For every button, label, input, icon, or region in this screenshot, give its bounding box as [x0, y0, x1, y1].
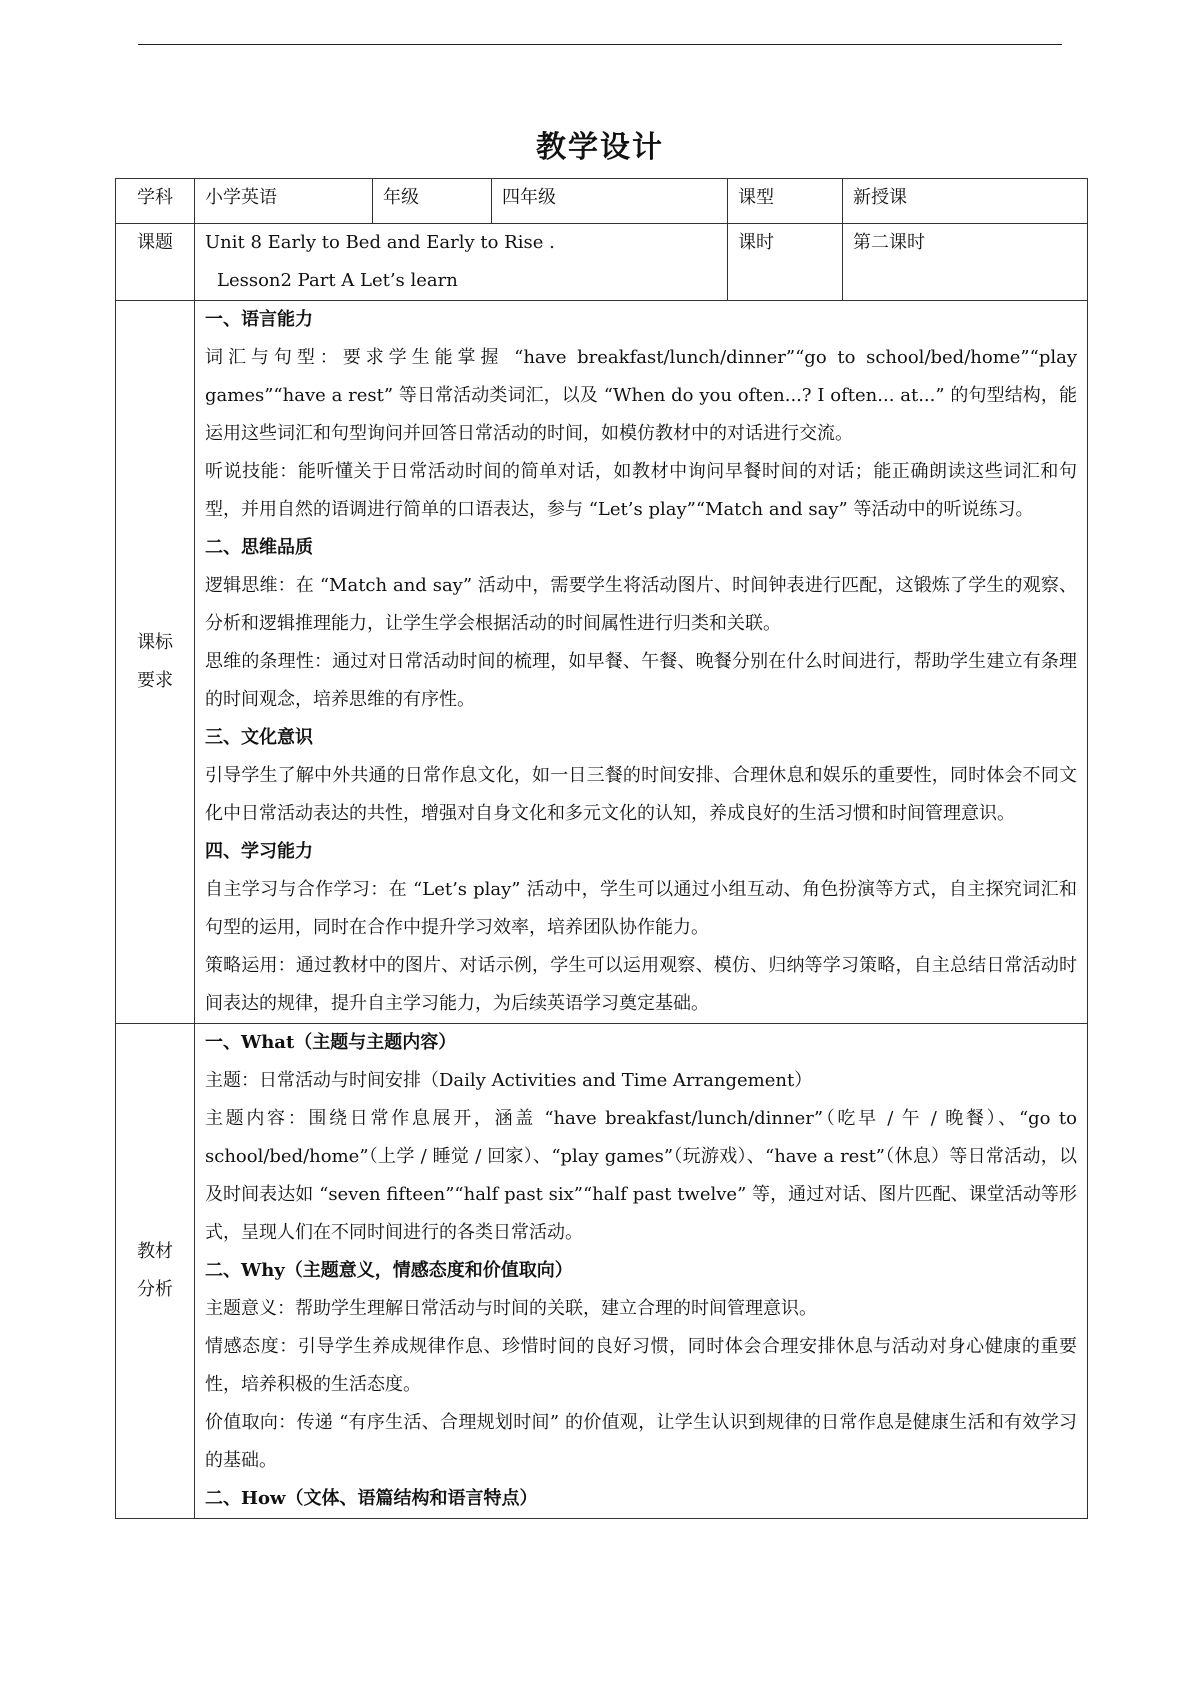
section-heading: 一、What（主题与主题内容） — [205, 1032, 457, 1053]
topic-line-1: Unit 8 Early to Bed and Early to Rise . — [205, 232, 555, 253]
period-value: 第二课时 — [843, 224, 1088, 301]
paragraph: 主题内容：围绕日常作息展开，涵盖 “have breakfast/lunch/dinner”（吃早 / 午 / 晚餐）、“go to school/bed/home”（上学 / 睡觉 / 回家）、“play games”（玩游戏）、“have a rest”（休息）等日常活动，以及时间表达如 “seven fifteen”“half past six”“half past twelve” 等，通过对话、图片匹配、课堂活动等形式，呈现人们在不同时间进行的各类日常活动。 — [205, 1108, 1077, 1243]
paragraph: 词汇与句型：要求学生能掌握 “have breakfast/lunch/dinner”“go to school/bed/home”“play games”“have a rest” 等日常活动类词汇，以及 “When do you often...? I often... at...” 的句型结构，能运用这些词汇和句型询问并回答日常活动的时间，如模仿教材中的对话进行交流。 — [205, 347, 1077, 444]
grade-value: 四年级 — [492, 179, 728, 224]
period-label: 课时 — [728, 224, 843, 301]
paragraph: 主题：日常活动与时间安排（Daily Activities and Time Arrangement） — [205, 1070, 813, 1091]
analysis-row — [116, 1024, 1088, 1519]
section-heading: 三、文化意识 — [205, 727, 313, 748]
paragraph: 情感态度：引导学生养成规律作息、珍惜时间的良好习惯，同时体会合理安排休息与活动对身心健康的重要性，培养积极的生活态度。 — [205, 1336, 1077, 1395]
section-heading: 二、How（文体、语篇结构和语言特点） — [205, 1488, 538, 1509]
paragraph: 自主学习与合作学习：在 “Let’s play” 活动中，学生可以通过小组互动、角色扮演等方式，自主探究词汇和句型的运用，同时在合作中提升学习效率，培养团队协作能力。 — [205, 879, 1077, 938]
meta-row — [116, 179, 1088, 224]
topic-label: 课题 — [116, 224, 195, 301]
topic-row — [116, 224, 1088, 301]
paragraph: 听说技能：能听懂关于日常活动时间的简单对话，如教材中询问早餐时间的对话；能正确朗读这些词汇和句型，并用自然的语调进行简单的口语表达，参与 “Let’s play”“Match and say” 等活动中的听说练习。 — [205, 461, 1077, 520]
analysis-content — [195, 1024, 1088, 1519]
paragraph: 策略运用：通过教材中的图片、对话示例，学生可以运用观察、模仿、归纳等学习策略，自主总结日常活动时间表达的规律，提升自主学习能力，为后续英语学习奠定基础。 — [205, 955, 1077, 1014]
analysis-label — [116, 1024, 195, 1519]
section-heading: 一、语言能力 — [205, 309, 313, 330]
standards-label-line-1: 课标 — [137, 632, 173, 653]
lesson-plan-table — [115, 178, 1088, 1519]
document-title: 教学设计 — [536, 130, 664, 165]
lesson-type-label: 课型 — [728, 179, 843, 224]
topic-line-2: Lesson2 Part A Let’s learn — [217, 270, 458, 291]
paragraph: 逻辑思维：在 “Match and say” 活动中，需要学生将活动图片、时间钟表进行匹配，这锻炼了学生的观察、分析和逻辑推理能力，让学生学会根据活动的时间属性进行归类和关联。 — [205, 575, 1077, 634]
standards-label — [116, 301, 195, 1024]
section-heading: 二、Why（主题意义，情感态度和价值取向） — [205, 1260, 573, 1281]
analysis-label-line-2: 分析 — [137, 1279, 173, 1300]
grade-label: 年级 — [373, 179, 492, 224]
section-heading: 二、思维品质 — [205, 537, 313, 558]
paragraph: 主题意义：帮助学生理解日常活动与时间的关联，建立合理的时间管理意识。 — [205, 1298, 817, 1319]
analysis-label-line-1: 教材 — [137, 1241, 173, 1262]
paragraph: 思维的条理性：通过对日常活动时间的梳理，如早餐、午餐、晚餐分别在什么时间进行，帮助学生建立有条理的时间观念，培养思维的有序性。 — [205, 651, 1077, 710]
header-rule — [138, 44, 1062, 45]
subject-label: 学科 — [116, 179, 195, 224]
standards-content — [195, 301, 1088, 1024]
subject-value: 小学英语 — [195, 179, 373, 224]
standards-row — [116, 301, 1088, 1024]
paragraph: 价值取向：传递 “有序生活、合理规划时间” 的价值观，让学生认识到规律的日常作息是健康生活和有效学习的基础。 — [205, 1412, 1077, 1471]
topic-value — [195, 224, 728, 301]
paragraph: 引导学生了解中外共通的日常作息文化，如一日三餐的时间安排、合理休息和娱乐的重要性，同时体会不同文化中日常活动表达的共性，增强对自身文化和多元文化的认知，养成良好的生活习惯和时间管理意识。 — [205, 765, 1077, 824]
section-heading: 四、学习能力 — [205, 841, 313, 862]
lesson-type-value: 新授课 — [843, 179, 1088, 224]
standards-label-line-2: 要求 — [137, 670, 173, 691]
